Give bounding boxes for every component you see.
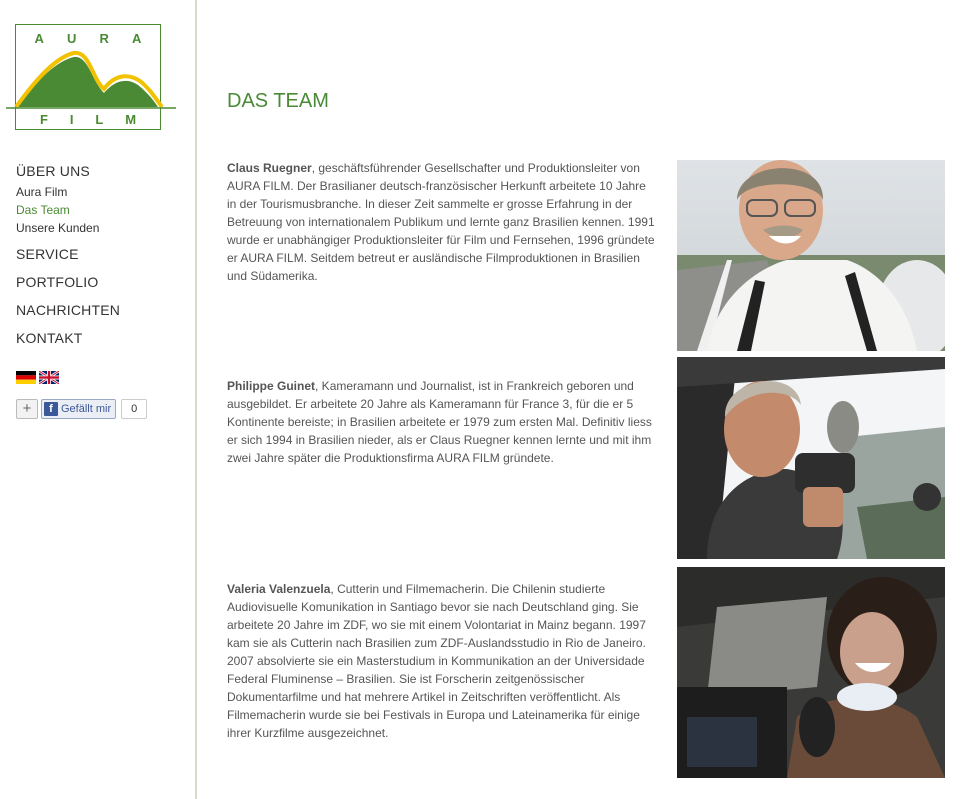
logo-letter: L: [95, 112, 106, 127]
member-name: Claus Ruegner: [227, 161, 312, 175]
nav-kontakt[interactable]: KONTAKT: [16, 330, 83, 346]
member-description: , geschäftsführender Gesellschafter und Produktionsleiter von AURA FILM. Der Brasilianer deutsch-französischer Herkunft arbeitete 10 Jahre in der Tourismusbranche. In dieser Zeit sammelte er grosse Erfahrung in der Betreuung von internationalem Publikum und lernte ganz Brasilien kennen. 1991 wurde er unabhängiger Produktionsleiter für Film und Fernsehen, 1996 gründete er AURA FILM. Seitdem betreut er ausländische Filmproduktionen in Brasilien und Südamerika.: [227, 161, 655, 283]
nav-das-team[interactable]: Das Team: [16, 203, 70, 217]
member-description: , Cutterin und Filmemacherin. Die Chilenin studierte Audiovisuelle Komunikation in Santiago bevor sie nach Deutschland ging. Sie arbeitete 20 Jahre im ZDF, wo sie mit einem Volontariat in Mainz begann. 1997 kam sie als Cutterin nach Brasilien zum ZDF-Auslandsstudio in Rio de Janeiro. 2007 absolvierte sie ein Masterstudium in Kommunikation an der Universidade Federal Fluminense – Brasilien. Sie ist Forscherin zeitgenössischer Dokumentarfilme und hat mehrere Artikel in Zeitschriften veröffentlicht. Als Filmemacherin wurde sie bei Festivals in Europa und Lateinamerika für einige ihrer Kurzfilme ausgezeichnet.: [227, 582, 646, 740]
team-member-bio: [227, 377, 657, 467]
team-member-photo[interactable]: [677, 567, 945, 778]
sidebar: [0, 0, 197, 799]
uk-flag-icon[interactable]: [39, 371, 59, 384]
logo-letter: A: [34, 31, 46, 46]
share-plus-button[interactable]: +: [16, 399, 38, 419]
nav-nachrichten[interactable]: NACHRICHTEN: [16, 302, 121, 318]
team-member-photo[interactable]: [677, 160, 945, 351]
like-label: Gefällt mir: [61, 403, 112, 415]
valeria-valenzuela-photo: [677, 567, 945, 778]
team-member-bio: [227, 580, 657, 742]
aura-film-logo[interactable]: [15, 24, 161, 130]
logo-letter: F: [39, 112, 50, 127]
logo-letter: M: [125, 112, 139, 127]
logo-letter: R: [99, 31, 111, 46]
nav-service[interactable]: SERVICE: [16, 246, 79, 262]
logo-text-bottom: [16, 112, 162, 127]
team-member-bio: [227, 159, 657, 285]
member-name: Valeria Valenzuela: [227, 582, 331, 596]
nav-aura-film[interactable]: Aura Film: [16, 185, 68, 199]
claus-ruegner-photo: [677, 160, 945, 351]
facebook-like-button[interactable]: [41, 399, 116, 419]
logo-letter: I: [69, 112, 76, 127]
language-switcher: [16, 371, 59, 384]
page-title: DAS TEAM: [227, 90, 329, 112]
nav-unsere-kunden[interactable]: Unsere Kunden: [16, 221, 100, 235]
member-name: Philippe Guinet: [227, 379, 316, 393]
facebook-icon: f: [44, 402, 58, 416]
team-member-photo[interactable]: [677, 357, 945, 559]
nav-portfolio[interactable]: PORTFOLIO: [16, 274, 99, 290]
like-count: 0: [121, 399, 147, 419]
logo-letter: A: [132, 31, 144, 46]
logo-letter: U: [67, 31, 79, 46]
de-flag-icon[interactable]: [16, 371, 36, 384]
mountain-logo-icon: [6, 41, 176, 121]
main-navigation: [16, 162, 120, 347]
facebook-like-widget: [16, 399, 147, 419]
member-description: , Kameramann und Journalist, ist in Frankreich geboren und ausgebildet. Er arbeitete 20 Jahre als Kameramann für France 3, für die er 5 Kontinente bereiste; in Brasilien arbeitete er 1979 zum ersten Mal. Definitiv liess er sich 1994 in Brasilien nieder, als er Claus Ruegner kennen lernte und mit ihm zwei Jahre später die Produktionsfirma AURA FILM gründete.: [227, 379, 652, 465]
philippe-guinet-photo: [677, 357, 945, 559]
nav-ueber-uns[interactable]: ÜBER UNS: [16, 163, 90, 179]
